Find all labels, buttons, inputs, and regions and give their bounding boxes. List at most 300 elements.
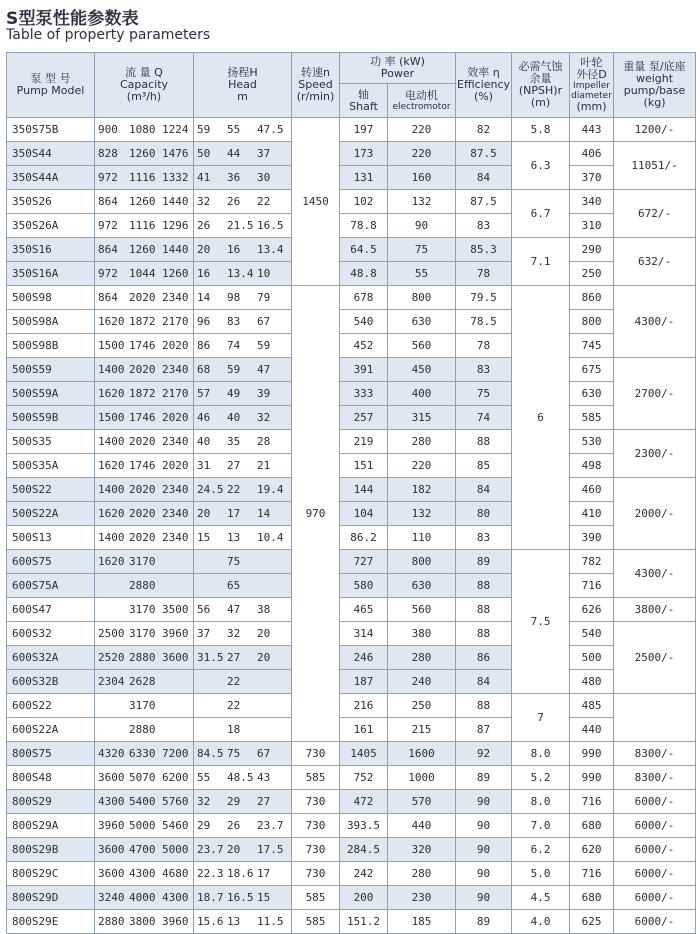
cell-pump-model: 500S59A [7,382,95,406]
cell-motor-power: 215 [388,718,456,742]
cell-motor-power: 560 [388,598,456,622]
head-value: 55 [197,771,211,784]
cell-impeller-diameter: 620 [570,838,614,862]
cell-capacity [95,406,194,430]
cell-head [194,166,292,190]
capacity-value: 972 [98,219,118,232]
capacity-values [98,267,193,280]
capacity-value: 1260 [129,243,156,256]
head-value [197,555,227,568]
head-value: 17 [227,507,241,520]
capacity-value: 2020 [129,291,156,304]
header-power-en: Power [380,67,415,80]
head-value [197,579,227,592]
capacity-values [98,531,193,544]
cell-pump-model: 600S22 [7,694,95,718]
page-title: S型泵性能参数表 [6,9,139,29]
head-values [197,435,291,448]
cell-motor-power: 315 [388,406,456,430]
cell-shaft-power: 465 [340,598,388,622]
head-value: 18 [227,723,241,736]
head-value: 83 [227,315,241,328]
capacity-value: 828 [98,147,118,160]
head-value: 22 [227,699,241,712]
cell-efficiency: 89 [456,910,512,934]
capacity-value: 2020 [129,483,156,496]
head-values [197,603,291,616]
head-value: 27 [227,459,241,472]
cell-motor-power: 132 [388,190,456,214]
capacity-value: 4000 [129,891,156,904]
capacity-value: 5000 [161,843,189,856]
cell-pump-model: 350S26 [7,190,95,214]
capacity-value: 1872 [129,387,156,400]
cell-head [194,622,292,646]
capacity-values [98,219,193,232]
cell-motor-power: 280 [388,646,456,670]
head-values [197,915,291,928]
cell-head [194,430,292,454]
header-capacity-cn: 流 量 Q [125,66,163,79]
cell-efficiency: 89 [456,550,512,574]
cell-motor-power: 380 [388,622,456,646]
cell-capacity [95,310,194,334]
capacity-value: 4300 [129,867,156,880]
header-speed [292,53,340,118]
head-value: 28 [257,435,271,448]
capacity-value: 2520 [98,651,125,664]
cell-efficiency: 85.3 [456,238,512,262]
cell-motor-power: 800 [388,286,456,310]
head-values [197,771,291,784]
cell-impeller-diameter: 530 [570,430,614,454]
head-value: 22.3 [197,867,224,880]
cell-npsh: 7 [512,694,570,742]
capacity-value: 1044 [129,267,156,280]
head-value: 40 [197,435,211,448]
capacity-value: 1476 [161,147,189,160]
capacity-value: 3170 [129,555,156,568]
head-value: 26 [197,219,211,232]
head-values [197,891,291,904]
head-values [197,339,291,352]
cell-impeller-diameter: 406 [570,142,614,166]
header-imp-en1: Impeller [573,81,610,91]
cell-pump-model: 350S44 [7,142,95,166]
table-row [7,718,696,742]
header-head-cn: 扬程H [227,66,258,79]
cell-head [194,718,292,742]
cell-capacity [95,598,194,622]
capacity-value: 3800 [129,915,156,928]
capacity-value: 2170 [161,315,189,328]
table-row [7,574,696,598]
cell-efficiency: 84 [456,478,512,502]
head-value: 10 [257,267,271,280]
capacity-value: 7200 [161,747,189,760]
capacity-values [98,411,193,424]
cell-capacity [95,478,194,502]
cell-npsh: 7.0 [512,814,570,838]
cell-motor-power: 570 [388,790,456,814]
header-head-unit: m [237,90,248,103]
head-value: 27 [227,651,241,664]
head-values [197,675,291,688]
capacity-value: 2020 [129,531,156,544]
head-values [197,483,291,496]
cell-npsh: 5.0 [512,862,570,886]
cell-motor-power: 280 [388,862,456,886]
capacity-values [98,243,193,256]
capacity-value: 1400 [98,363,125,376]
head-value: 16 [227,243,241,256]
cell-head [194,838,292,862]
head-value: 24.5 [197,483,224,496]
cell-pump-model: 500S59B [7,406,95,430]
head-value: 20 [227,843,241,856]
head-value: 15 [197,531,211,544]
cell-shaft-power: 219 [340,430,388,454]
cell-efficiency: 87 [456,718,512,742]
table-row [7,214,696,238]
head-value: 47.5 [257,123,284,136]
cell-head [194,526,292,550]
header-npsh-en: (NPSH)r [518,84,563,97]
head-value: 13 [227,531,241,544]
cell-pump-model: 350S44A [7,166,95,190]
head-value: 30 [257,171,271,184]
head-value: 96 [197,315,211,328]
cell-efficiency: 78 [456,334,512,358]
capacity-values [98,147,193,160]
cell-impeller-diameter: 745 [570,334,614,358]
table-row [7,526,696,550]
cell-weight: 6000/- [614,886,696,910]
capacity-value: 1440 [161,195,189,208]
cell-capacity [95,358,194,382]
cell-head [194,598,292,622]
cell-capacity [95,262,194,286]
cell-pump-model: 500S22 [7,478,95,502]
capacity-values [98,771,193,784]
cell-impeller-diameter: 680 [570,886,614,910]
header-capacity-en: Capacity [119,78,169,91]
capacity-values [98,891,193,904]
cell-motor-power: 630 [388,310,456,334]
head-value: 32 [197,795,211,808]
cell-impeller-diameter: 585 [570,406,614,430]
cell-shaft-power: 333 [340,382,388,406]
capacity-value [162,699,193,712]
capacity-value: 1260 [161,267,189,280]
capacity-value: 1620 [98,387,125,400]
header-weight-cn: 重量 泵/底座 [623,60,686,73]
cell-head [194,310,292,334]
cell-efficiency: 90 [456,790,512,814]
cell-shaft-power: 187 [340,670,388,694]
table-row [7,694,696,718]
head-value: 67 [257,747,271,760]
cell-impeller-diameter: 410 [570,502,614,526]
capacity-value: 2170 [161,387,189,400]
header-efficiency [456,53,512,118]
cell-speed: 730 [292,814,340,838]
cell-npsh: 8.0 [512,742,570,766]
cell-motor-power: 1600 [388,742,456,766]
head-value: 79 [257,291,271,304]
head-values [197,723,291,736]
cell-efficiency: 90 [456,838,512,862]
table-row [7,262,696,286]
table-row [7,886,696,910]
capacity-value: 1620 [98,315,125,328]
head-value: 26 [227,195,241,208]
head-value: 49 [227,387,241,400]
cell-head [194,286,292,310]
header-motor-cn: 电动机 [405,88,438,102]
cell-shaft-power: 246 [340,646,388,670]
cell-head [194,646,292,670]
capacity-value [98,723,129,736]
cell-pump-model: 350S16A [7,262,95,286]
head-value: 14 [257,507,271,520]
cell-motor-power: 160 [388,166,456,190]
capacity-value: 1260 [129,195,156,208]
cell-weight: 11051/- [614,142,696,190]
cell-impeller-diameter: 990 [570,742,614,766]
head-value: 35 [227,435,241,448]
cell-capacity [95,694,194,718]
cell-impeller-diameter: 675 [570,358,614,382]
head-values [197,867,291,880]
capacity-value: 2020 [161,339,189,352]
capacity-values [98,387,193,400]
capacity-value: 1746 [129,339,156,352]
head-value: 44 [227,147,241,160]
header-weight-en1: weight [635,72,674,85]
capacity-value [162,555,193,568]
header-model-en: Pump Model [16,84,85,97]
cell-pump-model: 800S29A [7,814,95,838]
head-value: 59 [227,363,241,376]
cell-shaft-power: 131 [340,166,388,190]
header-weight-unit: (kg) [643,96,666,109]
cell-capacity [95,502,194,526]
head-value: 13 [227,915,241,928]
head-value: 13.4 [257,243,284,256]
capacity-value: 864 [98,243,118,256]
head-value: 38 [257,603,271,616]
cell-efficiency: 80 [456,502,512,526]
head-value [257,675,289,688]
cell-weight: 6000/- [614,790,696,814]
capacity-values [98,843,193,856]
cell-npsh: 6.3 [512,142,570,190]
head-value [197,723,227,736]
cell-efficiency: 75 [456,382,512,406]
head-value: 21.5 [227,219,254,232]
head-value: 56 [197,603,211,616]
cell-impeller-diameter: 480 [570,670,614,694]
capacity-value: 1872 [129,315,156,328]
head-value: 18.6 [227,867,254,880]
table-row [7,430,696,454]
header-motor-en: electromotor [392,101,451,112]
head-value: 48.5 [227,771,254,784]
capacity-value: 3600 [98,867,125,880]
capacity-value: 2020 [161,459,189,472]
head-value: 20 [257,651,271,664]
cell-shaft-power: 64.5 [340,238,388,262]
cell-efficiency: 88 [456,598,512,622]
cell-pump-model: 800S29B [7,838,95,862]
head-value: 32 [257,411,271,424]
table-row [7,550,696,574]
head-value: 16 [197,267,211,280]
capacity-value: 1500 [98,411,125,424]
capacity-value: 2340 [161,363,189,376]
capacity-value: 2340 [161,435,189,448]
cell-capacity [95,166,194,190]
cell-motor-power: 90 [388,214,456,238]
capacity-values [98,603,193,616]
head-value: 57 [197,387,211,400]
cell-head [194,742,292,766]
header-speed-unit: (r/min) [296,90,335,103]
head-value: 65 [227,579,241,592]
capacity-value: 3600 [161,651,189,664]
head-values [197,699,291,712]
head-value: 14 [197,291,211,304]
header-npsh-cn2: 余量 [529,72,552,85]
capacity-value: 1620 [98,507,125,520]
capacity-values [98,435,193,448]
head-value: 43 [257,771,271,784]
cell-motor-power: 220 [388,454,456,478]
cell-weight: 3800/- [614,598,696,622]
header-weight [614,53,696,118]
cell-motor-power: 75 [388,238,456,262]
capacity-value [162,579,193,592]
header-npsh [512,53,570,118]
capacity-value: 972 [98,171,118,184]
cell-motor-power: 1000 [388,766,456,790]
cell-speed: 730 [292,838,340,862]
capacity-value: 2020 [161,411,189,424]
capacity-value: 1400 [98,483,125,496]
head-values [197,291,291,304]
cell-efficiency: 74 [456,406,512,430]
cell-shaft-power: 216 [340,694,388,718]
capacity-value: 3600 [98,771,125,784]
cell-capacity [95,286,194,310]
cell-pump-model: 800S29C [7,862,95,886]
cell-impeller-diameter: 860 [570,286,614,310]
cell-shaft-power: 752 [340,766,388,790]
cell-head [194,670,292,694]
cell-weight: 2700/- [614,358,696,430]
capacity-value: 5000 [129,819,156,832]
head-value: 84.5 [197,747,224,760]
head-value: 18.7 [197,891,224,904]
header-model-cn: 泵 型 号 [30,72,71,85]
capacity-values [98,579,193,592]
header-eff-en: Efficiency [457,78,511,91]
cell-efficiency: 87.5 [456,190,512,214]
capacity-values [98,459,193,472]
header-impeller [570,53,614,118]
cell-shaft-power: 200 [340,886,388,910]
cell-capacity [95,646,194,670]
capacity-values [98,339,193,352]
cell-efficiency: 87.5 [456,142,512,166]
cell-efficiency: 83 [456,526,512,550]
capacity-value: 864 [98,195,118,208]
cell-capacity [95,790,194,814]
capacity-value: 1620 [98,555,125,568]
cell-shaft-power: 78.8 [340,214,388,238]
header-eff-unit: (%) [473,90,494,103]
cell-shaft-power: 540 [340,310,388,334]
cell-shaft-power: 86.2 [340,526,388,550]
cell-pump-model: 800S29D [7,886,95,910]
head-value: 20 [257,627,271,640]
table-row [7,286,696,310]
cell-capacity [95,430,194,454]
capacity-value [98,579,129,592]
capacity-value: 2340 [161,531,189,544]
cell-shaft-power: 173 [340,142,388,166]
cell-pump-model: 500S35A [7,454,95,478]
cell-pump-model: 600S75 [7,550,95,574]
head-value: 41 [197,171,211,184]
head-value: 32 [197,195,211,208]
head-value: 16.5 [227,891,254,904]
cell-motor-power: 220 [388,142,456,166]
cell-efficiency: 84 [456,670,512,694]
cell-motor-power: 250 [388,694,456,718]
cell-weight: 4300/- [614,550,696,598]
capacity-value: 4320 [98,747,125,760]
cell-capacity [95,526,194,550]
capacity-values [98,651,193,664]
cell-motor-power: 320 [388,838,456,862]
capacity-value: 3170 [129,699,156,712]
cell-impeller-diameter: 370 [570,166,614,190]
cell-efficiency: 90 [456,814,512,838]
cell-impeller-diameter: 716 [570,862,614,886]
cell-impeller-diameter: 443 [570,118,614,142]
head-values [197,651,291,664]
cell-shaft-power: 104 [340,502,388,526]
cell-motor-power: 132 [388,502,456,526]
head-value: 21 [257,459,271,472]
cell-shaft-power: 391 [340,358,388,382]
cell-head [194,862,292,886]
cell-npsh: 6.2 [512,838,570,862]
capacity-value: 2880 [129,723,156,736]
capacity-value: 972 [98,267,118,280]
cell-shaft-power: 48.8 [340,262,388,286]
cell-impeller-diameter: 290 [570,238,614,262]
capacity-value: 2020 [129,507,156,520]
cell-pump-model: 500S13 [7,526,95,550]
header-power-cn: 功 率 (kW) [370,55,425,68]
head-value: 11.5 [257,915,284,928]
cell-speed: 730 [292,790,340,814]
cell-npsh: 5.2 [512,766,570,790]
header-imp-cn1: 叶轮 [580,56,603,69]
